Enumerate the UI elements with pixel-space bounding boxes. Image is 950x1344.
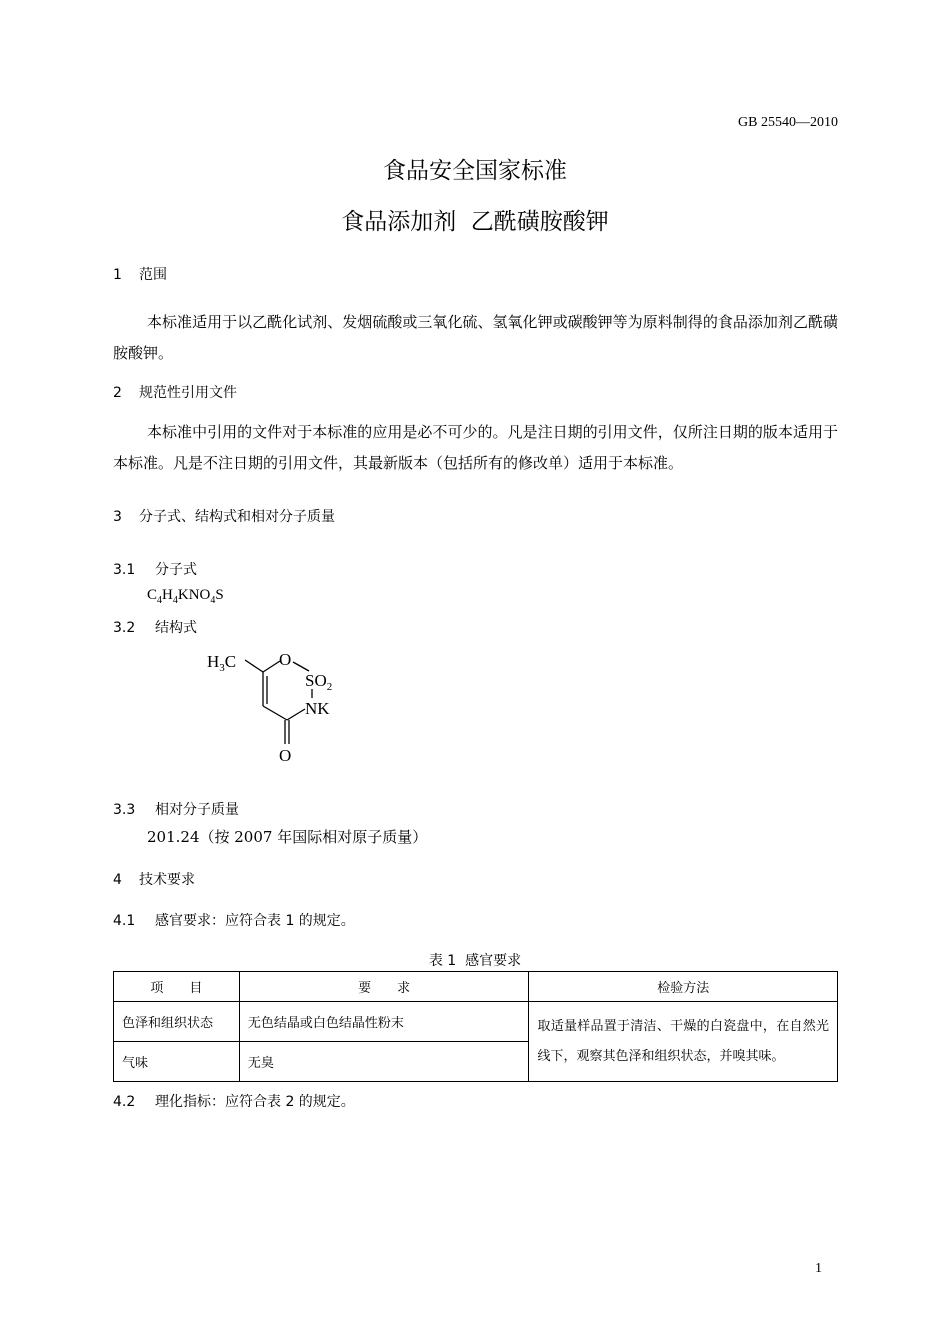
section-2-heading <box>113 382 237 402</box>
section-title: 相对分子质量 <box>155 802 239 818</box>
molecular-mass: 201.24（按 2007 年国际相对原子质量） <box>147 828 428 846</box>
section-number: 1 <box>113 267 122 283</box>
section-1-body: 本标准适用于以乙酰化试剂、发烟硫酸或三氧化硫、氢氧化钾或碳酸钾等为原料制得的食品添加剂乙酰磺胺酸钾。 <box>113 313 838 362</box>
section-title: 分子式、结构式和相对分子质量 <box>139 509 335 525</box>
document-title: 食品安全国家标准 <box>383 158 567 184</box>
requirement-cell: 无臭 <box>239 1042 529 1082</box>
bond-c5-c4 <box>263 706 287 720</box>
document-subtitle: 食品添加剂 乙酰磺胺酸钾 <box>341 209 609 235</box>
item-cell: 气味 <box>114 1042 240 1082</box>
section-number: 4.1 <box>113 913 136 929</box>
method-cell: 取适量样品置于清洁、干燥的白瓷盘中，在自然光线下，观察其色泽和组织状态，并嗅其味。 <box>529 1002 838 1082</box>
table-row <box>114 1002 838 1042</box>
methyl-label: $H_3C$ <box>207 652 237 674</box>
section-1-heading <box>113 264 167 284</box>
standard-code: GB 25540—2010 <box>738 115 838 130</box>
section-4-2-heading <box>113 1091 355 1111</box>
column-header-method: 检验方法 <box>529 972 838 1002</box>
section-3-2-heading <box>113 617 197 637</box>
section-number: 3.1 <box>113 562 136 578</box>
section-title: 范围 <box>139 267 167 283</box>
section-number: 3 <box>113 509 122 525</box>
bond-n-c4 <box>287 709 305 720</box>
column-header-item: 项 目 <box>114 972 240 1002</box>
section-3-1-heading <box>113 559 197 579</box>
sensory-requirements-table <box>113 971 838 1082</box>
page-number: 1 <box>815 1261 822 1276</box>
section-title: 技术要求 <box>139 872 195 888</box>
item-cell: 色泽和组织状态 <box>114 1002 240 1042</box>
section-number: 2 <box>113 385 122 401</box>
carbonyl-oxygen-label: O <box>279 746 292 765</box>
section-title: 结构式 <box>155 620 197 636</box>
structural-formula <box>195 640 365 770</box>
bond-o-s <box>293 662 309 671</box>
molecular-formula: $C_4H_4KNO_4S$ <box>147 587 224 606</box>
section-number: 4.2 <box>113 1094 136 1110</box>
section-3-heading <box>113 506 335 526</box>
ring-bonds <box>245 660 312 744</box>
nk-label: NK <box>305 699 330 718</box>
bond-c6-o <box>263 661 280 672</box>
section-title: 感官要求：应符合表 1 的规定。 <box>155 913 355 929</box>
section-number: 3.2 <box>113 620 136 636</box>
section-title: 分子式 <box>155 562 197 578</box>
section-4-1-heading <box>113 910 355 930</box>
bond-methyl <box>245 660 263 672</box>
sulfonyl-label: $SO_2$ <box>305 671 333 693</box>
table-1-caption: 表 1 感官要求 <box>428 953 522 969</box>
table-header-row <box>114 972 838 1002</box>
requirement-cell: 无色结晶或白色结晶性粉末 <box>239 1002 529 1042</box>
section-4-heading <box>113 869 195 889</box>
section-number: 3.3 <box>113 802 136 818</box>
section-title: 理化指标：应符合表 2 的规定。 <box>155 1094 355 1110</box>
section-title: 规范性引用文件 <box>139 385 237 401</box>
column-header-requirement: 要 求 <box>239 972 529 1002</box>
section-2-body: 本标准中引用的文件对于本标准的应用是必不可少的。凡是注日期的引用文件，仅所注日期的版本适用于本标准。凡是不注日期的引用文件，其最新版本（包括所有的修改单）适用于本标准。 <box>113 423 838 472</box>
section-3-3-heading <box>113 799 239 819</box>
ring-oxygen-label: O <box>279 650 292 669</box>
section-number: 4 <box>113 872 122 888</box>
